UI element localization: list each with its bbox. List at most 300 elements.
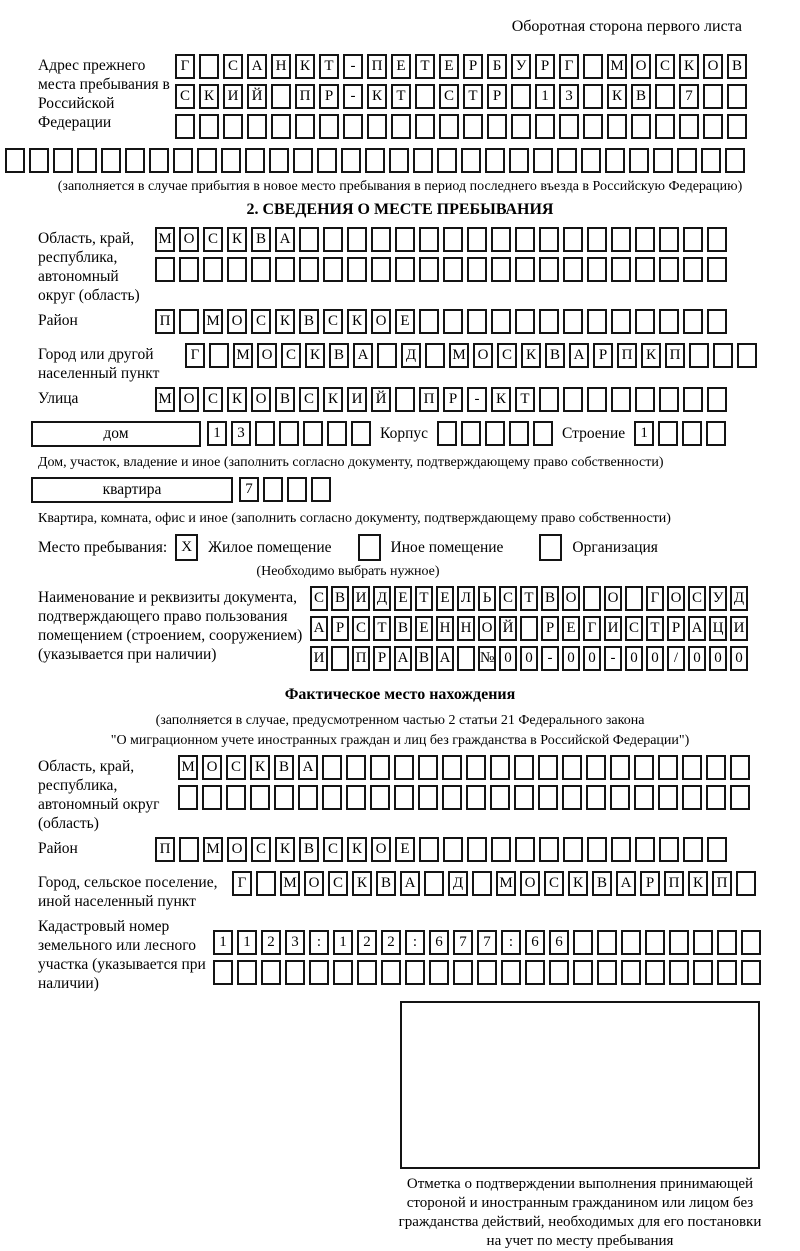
char-cell <box>425 343 445 368</box>
stay-type-option-other: Иное помещение <box>390 538 504 556</box>
char-cell: Е <box>439 54 459 79</box>
char-cell <box>415 114 435 139</box>
char-grid-row <box>155 257 727 282</box>
char-cell <box>275 257 295 282</box>
char-cell <box>730 785 750 810</box>
char-cell: Й <box>371 387 391 412</box>
char-cell: : <box>309 930 329 955</box>
char-cell: К <box>250 755 270 780</box>
char-cell: Й <box>499 616 517 641</box>
char-cell <box>727 84 747 109</box>
char-cell: № <box>478 646 496 671</box>
char-cell: 3 <box>231 421 251 446</box>
char-cell: Е <box>391 54 411 79</box>
char-cell: А <box>616 871 636 896</box>
char-cell: 6 <box>429 930 449 955</box>
house-note: Дом, участок, владение и иное (заполнить согласно документу, подтверждающему право собственности) <box>38 455 664 470</box>
char-cell <box>533 421 553 446</box>
char-cell <box>707 387 727 412</box>
char-cell: К <box>347 837 367 862</box>
char-cell <box>713 343 733 368</box>
city-label: Город или другой населенный пункт <box>38 346 160 382</box>
char-cell <box>418 785 438 810</box>
char-cell: Д <box>730 586 748 611</box>
stamp-box-caption: Отметка о подтверждении выполнения принимающей стороной и иностранным гражданином или лицом без гражданства действий, необходимых для его постановки на учет по месту пребывания <box>398 1176 762 1249</box>
char-cell: Е <box>395 309 415 334</box>
region-block <box>38 227 800 305</box>
char-cell: Р <box>319 84 339 109</box>
char-cell <box>319 114 339 139</box>
prev-address-block <box>38 54 800 144</box>
char-cell: 1 <box>237 930 257 955</box>
char-cell: К <box>607 84 627 109</box>
char-cell: А <box>394 646 412 671</box>
cadastral-label: Кадастровый номер земельного или лесного участка (указывается при наличии) <box>38 918 206 992</box>
char-cell <box>683 227 703 252</box>
char-cell: В <box>329 343 349 368</box>
char-cell <box>610 755 630 780</box>
char-cell <box>429 960 449 985</box>
char-cell: И <box>730 616 748 641</box>
char-cell: Т <box>373 616 391 641</box>
char-cell <box>395 387 415 412</box>
char-cell <box>587 837 607 862</box>
stay-type-note: (Необходимо выбрать нужное) <box>256 564 440 579</box>
char-cell <box>683 387 703 412</box>
actual-district-label: Район <box>38 840 78 857</box>
char-cell <box>199 54 219 79</box>
char-cell: И <box>347 387 367 412</box>
char-cell: Р <box>593 343 613 368</box>
char-cell: Д <box>448 871 468 896</box>
char-cell <box>419 227 439 252</box>
char-cell <box>549 960 569 985</box>
char-cell <box>299 257 319 282</box>
char-cell: П <box>664 871 684 896</box>
char-cell: 6 <box>549 930 569 955</box>
char-cell <box>178 785 198 810</box>
char-cell <box>370 755 390 780</box>
char-cell: С <box>251 837 271 862</box>
char-cell <box>597 930 617 955</box>
stay-type-option-residential: Жилое помещение <box>208 538 332 556</box>
char-cell: К <box>679 54 699 79</box>
char-cell: К <box>295 54 315 79</box>
char-cell <box>515 227 535 252</box>
char-cell <box>346 785 366 810</box>
char-cell <box>587 257 607 282</box>
char-cell: Ц <box>709 616 727 641</box>
char-cell: О <box>371 837 391 862</box>
char-cell <box>29 148 49 173</box>
char-cell <box>707 257 727 282</box>
char-cell <box>611 227 631 252</box>
char-cell: О <box>179 387 199 412</box>
char-cell <box>53 148 73 173</box>
char-cell: 0 <box>646 646 664 671</box>
char-cell <box>322 785 342 810</box>
char-cell <box>611 837 631 862</box>
actual-region-grid <box>178 755 750 815</box>
char-cell: Н <box>271 54 291 79</box>
stay-type-row <box>38 534 800 561</box>
char-cell: С <box>688 586 706 611</box>
char-cell: К <box>305 343 325 368</box>
char-cell <box>405 960 425 985</box>
char-cell <box>227 257 247 282</box>
char-cell <box>247 114 267 139</box>
char-cell: О <box>667 586 685 611</box>
char-cell <box>179 309 199 334</box>
char-cell: М <box>203 837 223 862</box>
char-cell <box>491 227 511 252</box>
char-cell <box>689 343 709 368</box>
char-cell <box>563 227 583 252</box>
char-cell: С <box>310 586 328 611</box>
char-grid-row <box>175 114 747 139</box>
char-grid-row <box>178 785 750 810</box>
char-cell <box>179 257 199 282</box>
char-cell <box>391 114 411 139</box>
char-cell: А <box>298 755 318 780</box>
char-cell: - <box>343 54 363 79</box>
char-cell <box>581 148 601 173</box>
char-cell: А <box>353 343 373 368</box>
char-cell <box>693 960 713 985</box>
char-cell: А <box>275 227 295 252</box>
char-cell <box>669 930 689 955</box>
char-cell: П <box>155 837 175 862</box>
char-cell <box>703 114 723 139</box>
prev-address-overflow-row <box>5 148 800 173</box>
char-cell <box>669 960 689 985</box>
stamp-box <box>400 1001 760 1169</box>
char-cell <box>263 477 283 502</box>
char-cell <box>472 871 492 896</box>
char-cell <box>287 477 307 502</box>
char-cell <box>573 960 593 985</box>
char-cell: Р <box>535 54 555 79</box>
char-cell: Р <box>667 616 685 641</box>
char-cell: А <box>310 616 328 641</box>
char-cell <box>347 227 367 252</box>
actual-region-label: Область, край, республика, автономный округ (область) <box>38 758 160 832</box>
char-cell: О <box>473 343 493 368</box>
char-cell <box>586 755 606 780</box>
char-cell: В <box>376 871 396 896</box>
char-cell: Е <box>562 616 580 641</box>
char-cell <box>514 755 534 780</box>
cadastral-grid <box>213 915 761 990</box>
char-cell: Г <box>646 586 664 611</box>
char-cell: В <box>727 54 747 79</box>
char-cell <box>226 785 246 810</box>
district-block <box>38 309 800 339</box>
char-cell <box>515 257 535 282</box>
char-cell <box>515 837 535 862</box>
char-cell: 0 <box>688 646 706 671</box>
char-grid-row <box>155 309 727 334</box>
char-cell <box>413 148 433 173</box>
char-cell: П <box>419 387 439 412</box>
char-cell <box>538 755 558 780</box>
district-label: Район <box>38 312 78 329</box>
char-cell: В <box>275 387 295 412</box>
char-cell: С <box>323 309 343 334</box>
char-cell: В <box>299 837 319 862</box>
char-cell: П <box>367 54 387 79</box>
char-cell: О <box>631 54 651 79</box>
char-cell: К <box>367 84 387 109</box>
char-cell: О <box>179 227 199 252</box>
char-cell <box>418 755 438 780</box>
prev-address-note: (заполняется в случае прибытия в новое место пребывания в период последнего въезда в Российскую Федерацию) <box>57 179 743 194</box>
char-cell: О <box>604 586 622 611</box>
char-cell <box>611 387 631 412</box>
char-cell: Г <box>583 616 601 641</box>
char-cell <box>682 421 702 446</box>
char-cell <box>587 227 607 252</box>
char-cell <box>658 785 678 810</box>
char-cell <box>525 960 545 985</box>
char-cell <box>371 227 391 252</box>
char-cell <box>583 114 603 139</box>
char-cell <box>327 421 347 446</box>
char-cell: 2 <box>381 930 401 955</box>
char-cell <box>490 755 510 780</box>
char-cell <box>717 930 737 955</box>
char-cell <box>683 309 703 334</box>
char-cell <box>631 114 651 139</box>
char-cell: С <box>323 837 343 862</box>
char-cell <box>583 84 603 109</box>
char-cell <box>461 148 481 173</box>
char-cell: Р <box>487 84 507 109</box>
char-cell <box>309 960 329 985</box>
char-cell <box>682 785 702 810</box>
char-cell <box>645 930 665 955</box>
char-cell: Р <box>331 616 349 641</box>
region-label: Область, край, республика, автономный округ (область) <box>38 230 140 304</box>
char-cell <box>659 257 679 282</box>
char-cell: Т <box>515 387 535 412</box>
char-cell: А <box>400 871 420 896</box>
char-cell: С <box>499 586 517 611</box>
char-cell <box>655 114 675 139</box>
char-cell <box>155 257 175 282</box>
char-cell: - <box>604 646 622 671</box>
char-cell: О <box>304 871 324 896</box>
char-cell <box>175 114 195 139</box>
char-cell <box>389 148 409 173</box>
actual-city-label: Город, сельское поселение, иной населенный пункт <box>38 874 218 910</box>
char-cell <box>563 309 583 334</box>
char-cell <box>461 421 481 446</box>
char-cell: Г <box>185 343 205 368</box>
char-cell: П <box>712 871 732 896</box>
char-cell: А <box>569 343 589 368</box>
char-cell: В <box>299 309 319 334</box>
korpus-label: Корпус <box>380 425 428 442</box>
char-cell <box>202 785 222 810</box>
char-cell: М <box>607 54 627 79</box>
char-cell <box>490 785 510 810</box>
char-cell: А <box>247 54 267 79</box>
char-cell <box>209 343 229 368</box>
char-cell: В <box>251 227 271 252</box>
char-cell <box>562 755 582 780</box>
char-cell: И <box>352 586 370 611</box>
char-cell: К <box>641 343 661 368</box>
char-cell <box>5 148 25 173</box>
actual-city-block <box>38 871 800 911</box>
char-cell <box>611 257 631 282</box>
stay-type-option-organization: Организация <box>572 538 658 556</box>
char-cell <box>269 148 289 173</box>
stay-type-label: Место пребывания: <box>38 538 168 556</box>
char-cell <box>395 257 415 282</box>
char-cell <box>706 421 726 446</box>
char-cell <box>371 257 391 282</box>
char-grid-row <box>155 227 727 252</box>
char-cell <box>659 227 679 252</box>
char-cell: 0 <box>625 646 643 671</box>
char-cell: К <box>323 387 343 412</box>
char-cell: И <box>310 646 328 671</box>
char-cell <box>509 148 529 173</box>
char-cell <box>659 837 679 862</box>
char-cell <box>466 755 486 780</box>
char-cell <box>256 871 276 896</box>
char-cell <box>424 871 444 896</box>
char-cell <box>611 309 631 334</box>
char-cell: Т <box>415 54 435 79</box>
char-cell <box>415 84 435 109</box>
char-grid-row <box>175 84 747 109</box>
char-cell <box>467 257 487 282</box>
char-cell <box>538 785 558 810</box>
char-cell <box>621 930 641 955</box>
char-cell <box>583 54 603 79</box>
char-cell <box>346 755 366 780</box>
char-cell <box>539 227 559 252</box>
char-cell <box>645 960 665 985</box>
char-cell: И <box>223 84 243 109</box>
char-cell: Н <box>457 616 475 641</box>
char-cell <box>394 785 414 810</box>
char-cell <box>443 257 463 282</box>
char-cell <box>442 785 462 810</box>
char-cell <box>295 114 315 139</box>
char-cell <box>707 837 727 862</box>
char-cell <box>677 148 697 173</box>
char-cell: 0 <box>709 646 727 671</box>
char-cell <box>491 257 511 282</box>
cadastral-block <box>38 915 800 993</box>
char-cell: Р <box>373 646 391 671</box>
apartment-row <box>31 477 800 507</box>
char-cell: Т <box>415 586 433 611</box>
char-cell <box>736 871 756 896</box>
char-cell: 1 <box>634 421 654 446</box>
char-cell <box>607 114 627 139</box>
char-cell: 3 <box>285 930 305 955</box>
char-cell: С <box>655 54 675 79</box>
char-cell <box>597 960 617 985</box>
char-cell <box>730 755 750 780</box>
char-cell <box>586 785 606 810</box>
apartment-cells <box>239 477 331 502</box>
char-cell: В <box>592 871 612 896</box>
char-cell <box>621 960 641 985</box>
char-cell <box>443 227 463 252</box>
char-cell: 6 <box>525 930 545 955</box>
char-cell: О <box>227 837 247 862</box>
char-cell <box>727 114 747 139</box>
char-cell <box>491 309 511 334</box>
char-cell: Е <box>436 586 454 611</box>
stroenie-cells <box>634 421 726 446</box>
char-cell: Р <box>640 871 660 896</box>
char-cell: О <box>257 343 277 368</box>
actual-location-title: Фактическое место нахождения <box>284 686 516 703</box>
char-grid-row <box>155 387 727 412</box>
document-label: Наименование и реквизиты документа, подтверждающего право пользования помещением (строением, сооружением) (указывается при наличии) <box>38 589 303 663</box>
char-cell: П <box>295 84 315 109</box>
char-cell: С <box>223 54 243 79</box>
char-cell: С <box>544 871 564 896</box>
apartment-field-box: квартира <box>31 477 233 503</box>
char-cell <box>515 309 535 334</box>
char-cell: С <box>281 343 301 368</box>
char-cell <box>634 785 654 810</box>
char-cell: Т <box>520 586 538 611</box>
char-cell: 0 <box>730 646 748 671</box>
char-cell <box>563 387 583 412</box>
char-cell: / <box>667 646 685 671</box>
char-grid-row <box>185 343 757 368</box>
actual-district-block <box>38 837 800 867</box>
char-cell <box>303 421 323 446</box>
char-cell: К <box>568 871 588 896</box>
char-cell <box>635 387 655 412</box>
char-cell: О <box>371 309 391 334</box>
actual-location-note-1: (заполняется в случае, предусмотренном частью 2 статьи 21 Федерального закона <box>155 713 645 728</box>
char-cell <box>443 309 463 334</box>
char-cell <box>299 227 319 252</box>
char-cell: 7 <box>453 930 473 955</box>
char-cell <box>197 148 217 173</box>
char-cell: С <box>352 616 370 641</box>
char-cell <box>539 387 559 412</box>
char-cell <box>467 309 487 334</box>
char-cell <box>539 837 559 862</box>
char-cell <box>635 227 655 252</box>
char-cell: Р <box>541 616 559 641</box>
char-cell: - <box>541 646 559 671</box>
char-cell: Т <box>646 616 664 641</box>
char-cell <box>563 257 583 282</box>
actual-location-note-2: "О миграционном учете иностранных граждан и лиц без гражданства в Российской Федерации") <box>110 733 690 748</box>
char-cell <box>442 755 462 780</box>
char-cell <box>223 114 243 139</box>
char-cell <box>466 785 486 810</box>
char-cell: Т <box>391 84 411 109</box>
prev-address-label: Адрес прежнего места пребывания в Российской Федерации <box>38 57 170 131</box>
char-cell: С <box>226 755 246 780</box>
char-grid-row <box>213 960 761 985</box>
char-cell <box>706 785 726 810</box>
